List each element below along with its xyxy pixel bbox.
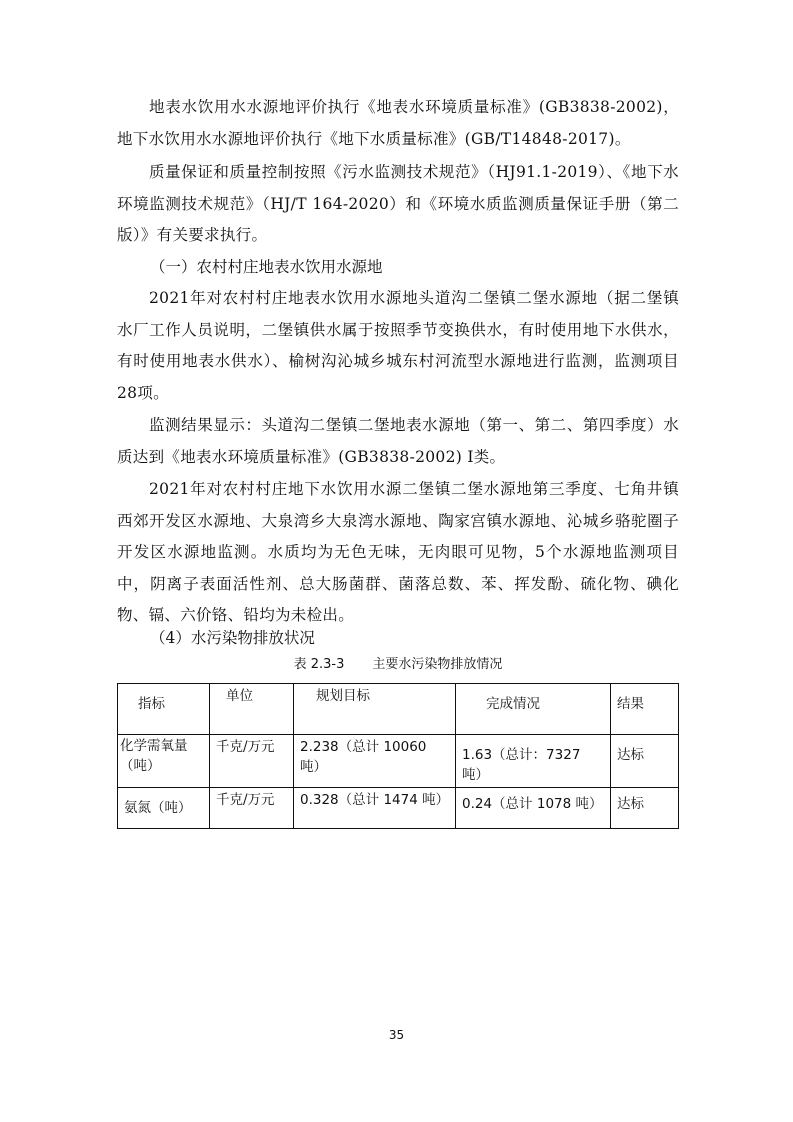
paragraph-evaluation-standards: 地表水饮用水水源地评价执行《地表水环境质量标准》(GB3838-2002)，地下水饮用水水源地评价执行《地下水质量标准》(GB/T14848-2017)。 <box>117 98 679 148</box>
cell-result: 达标 <box>611 788 679 829</box>
paragraph-groundwater-monitoring: 2021年对农村村庄地下水饮用水源二堡镇二堡水源地第三季度、七角井镇西郊开发区水源地、大泉湾乡大泉湾水源地、陶家宫镇水源地、沁城乡骆驼圈子开发区水源地监测。水质均为无色无味，无肉眼可见物，5个水源地监测项目中，阴离子表面活性剂、总大肠菌群、菌落总数、苯、挥发酚、硫化物、碘化物、镉、六价铬、铅均为未检出。 <box>117 480 679 625</box>
paragraph-surface-water-monitoring: 2021年对农村村庄地表水饮用水源地头道沟二堡镇二堡水源地（据二堡镇水厂工作人员说明，二堡镇供水属于按照季节变换供水，有时使用地下水供水，有时使用地表水供水）、榆树沟沁城乡城东村河流型水源地进行监测，监测项目28项。 <box>117 289 679 402</box>
header-completion: 完成情况 <box>456 684 611 735</box>
header-result: 结果 <box>611 684 679 735</box>
section-heading-pollutant-discharge: （4）水污染物排放状况 <box>150 629 315 647</box>
page-number: 35 <box>388 1028 405 1042</box>
cell-plan-target: 0.328（总计 1474 吨） <box>294 788 456 829</box>
cell-result: 达标 <box>611 735 679 788</box>
table-header-row <box>118 684 679 735</box>
pollutant-discharge-table <box>117 683 679 829</box>
cell-completion: 1.63（总计：7327 吨） <box>456 735 611 788</box>
cell-unit: 千克/万元 <box>210 788 294 829</box>
table-row <box>118 735 679 788</box>
header-unit: 单位 <box>210 684 294 735</box>
paragraph-monitoring-results: 监测结果显示：头道沟二堡镇二堡地表水源地（第一、第二、第四季度）水质达到《地表水环境质量标准》(GB3838-2002) Ⅰ类。 <box>117 416 679 466</box>
section-heading-rural-surface-water: （一）农村村庄地表水饮用水源地 <box>150 258 383 276</box>
cell-completion: 0.24（总计 1078 吨） <box>456 788 611 829</box>
table-row <box>118 788 679 829</box>
table-caption <box>117 655 679 675</box>
paragraph-quality-control: 质量保证和质量控制按照《污水监测技术规范》（HJ91.1-2019）、《地下水环境监测技术规范》（HJ/T 164-2020）和《环境水质监测质量保证手册（第二版）》有关要求执行。 <box>117 163 679 245</box>
cell-unit: 千克/万元 <box>210 735 294 788</box>
cell-plan-target: 2.238（总计 10060 吨） <box>294 735 456 788</box>
header-indicator: 指标 <box>118 684 210 735</box>
table-caption-title: 主要水污染物排放情况 <box>372 657 503 672</box>
cell-indicator: 氨氮（吨） <box>118 788 210 829</box>
cell-indicator: 化学需氧量（吨） <box>118 735 210 788</box>
header-plan-target: 规划目标 <box>294 684 456 735</box>
table-caption-number: 表 2.3-3 <box>293 657 345 672</box>
